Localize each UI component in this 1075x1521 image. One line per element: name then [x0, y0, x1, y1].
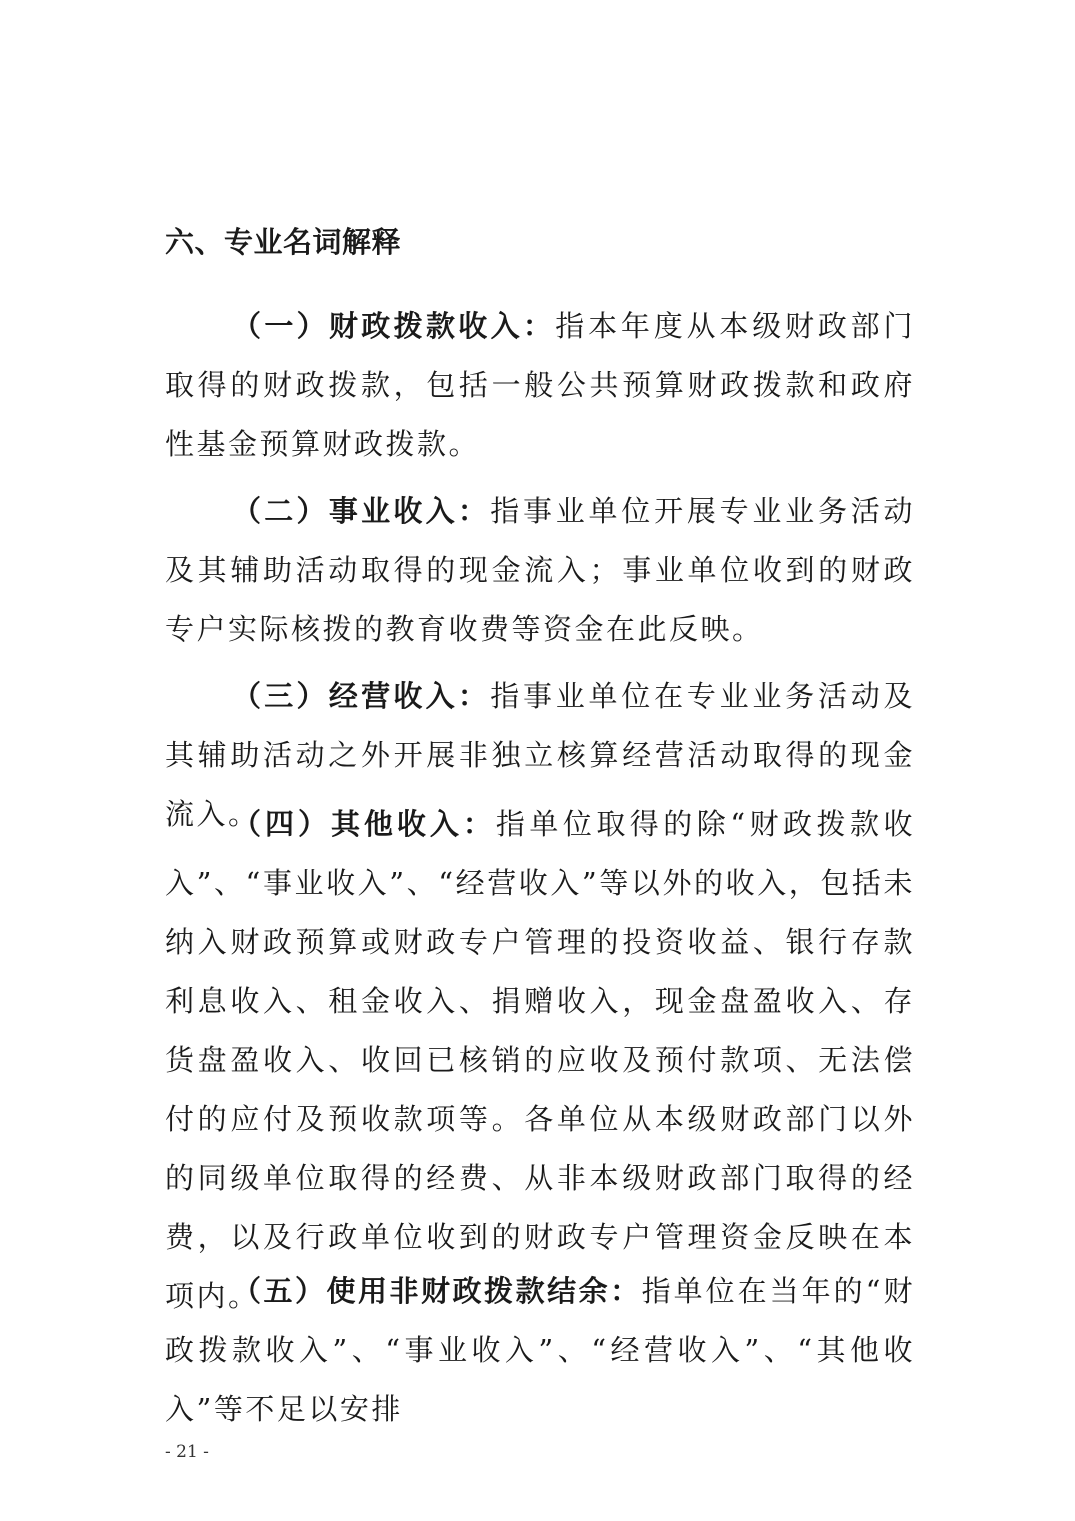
paragraph-non-fiscal-balance-use	[165, 1262, 915, 1439]
term-label: （四）其他收入：	[232, 807, 496, 841]
term-definition: 指单位在当年的“财政拨款收入”、“事业收入”、“经营收入”、“其他收入”等不足以安排	[165, 1274, 915, 1426]
term-label: （二）事业收入：	[232, 494, 491, 528]
term-label: （五）使用非财政拨款结余：	[232, 1274, 642, 1308]
term-label: （一）财政拨款收入：	[232, 309, 556, 343]
section-heading: 六、专业名词解释	[165, 225, 402, 259]
paragraph-business-income	[165, 482, 915, 659]
term-definition: 指本年度从本级财政部门取得的财政拨款，包括一般公共预算财政拨款和政府性基金预算财政拨款。	[165, 309, 915, 461]
paragraph-fiscal-appropriation-income	[165, 297, 915, 474]
page-number: - 21 -	[165, 1442, 209, 1462]
paragraph-other-income	[165, 795, 915, 1326]
term-definition: 指单位取得的除“财政拨款收入”、“事业收入”、“经营收入”等以外的收入，包括未纳入财政预算或财政专户管理的投资收益、银行存款利息收入、租金收入、捐赠收入，现金盘盈收入、存货盘盈收入、收回已核销的应收及预付款项、无法偿付的应付及预收款项等。各单位从本级财政部门以外的同级单位取得的经费、从非本级财政部门取得的经费，以及行政单位收到的财政专户管理资金反映在本项内。	[165, 807, 915, 1313]
term-definition: 指事业单位在专业业务活动及其辅助活动之外开展非独立核算经营活动取得的现金流入。	[165, 679, 915, 831]
term-definition: 指事业单位开展专业业务活动及其辅助活动取得的现金流入；事业单位收到的财政专户实际核拨的教育收费等资金在此反映。	[165, 494, 915, 646]
term-label: （三）经营收入：	[232, 679, 491, 713]
